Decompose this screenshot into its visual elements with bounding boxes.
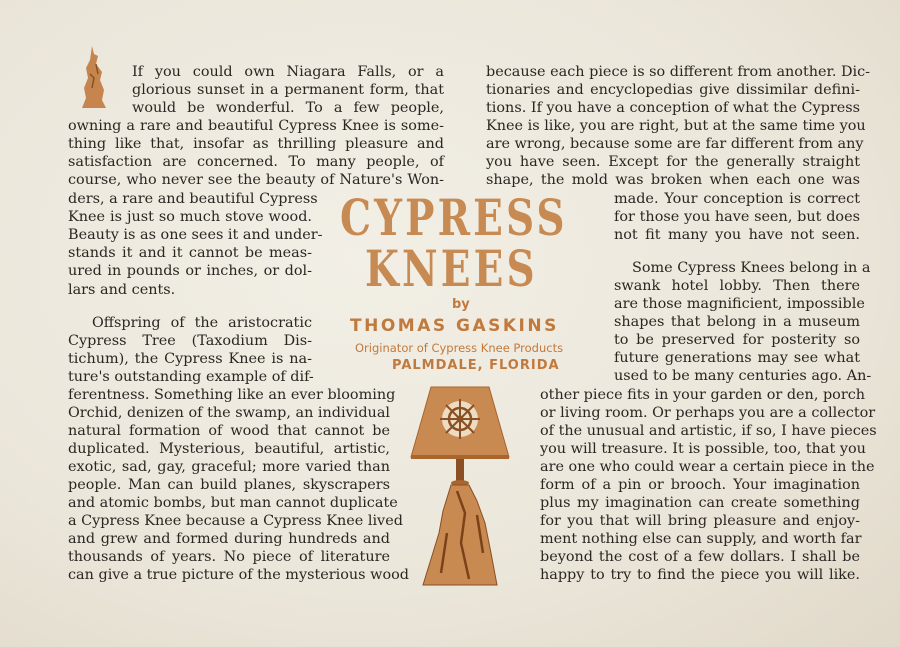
text-line: ment nothing else can supply, and worth far	[540, 531, 862, 547]
text-line: other piece fits in your garden or den, porch	[540, 387, 866, 403]
text-line: for those you have seen, but does	[614, 209, 860, 225]
text-line: If you could own Niagara Falls, or a	[132, 64, 444, 80]
text-line: ured in pounds or inches, or dol-	[68, 263, 312, 279]
text-line: not fit many you have not seen.	[614, 227, 860, 243]
text-line: for you that will bring pleasure and enjoy-	[540, 513, 860, 529]
text-line: ferentness. Something like an ever blooming	[68, 387, 396, 403]
text-line: Cypress Tree (Taxodium Dis-	[68, 333, 312, 349]
text-line: and atomic bombs, but man cannot duplicate	[68, 495, 398, 511]
text-line: shape, the mold was broken when each one was	[486, 172, 860, 188]
text-line: plus my imagination can create something	[540, 495, 860, 511]
title-line-2: KNEES	[365, 239, 538, 298]
text-line: tichum), the Cypress Knee is na-	[68, 351, 312, 367]
text-line: ders, a rare and beautiful Cypress	[68, 191, 318, 207]
text-line: Knee is just so much stove wood.	[68, 209, 312, 225]
text-line: used to be many centuries ago. An-	[614, 368, 872, 384]
text-line: happy to try to find the piece you will like.	[540, 567, 860, 583]
text-line: Some Cypress Knees belong in a	[632, 260, 871, 276]
text-line: Beauty is as one sees it and under-	[68, 227, 323, 243]
byline: by	[452, 297, 470, 312]
text-line: are wrong, because some are far different from any	[486, 136, 864, 152]
text-line: Offspring of the aristocratic	[92, 315, 312, 331]
text-line: and grew and formed during hundreds and	[68, 531, 390, 547]
text-line: beyond the cost of a few dollars. I shall be	[540, 549, 860, 565]
text-line: exotic, sad, gay, graceful; more varied than	[68, 459, 390, 475]
text-line: are those magnificient, impossible	[614, 296, 865, 312]
text-line: Orchid, denizen of the swamp, an individual	[68, 405, 391, 421]
text-line: or living room. Or perhaps you are a collector	[540, 405, 876, 421]
author-name: THOMAS GASKINS	[350, 316, 559, 336]
text-line: of the unusual and artistic, if so, I have pieces	[540, 423, 877, 439]
location: PALMDALE, FLORIDA	[392, 358, 560, 373]
text-line: owning a rare and beautiful Cypress Knee is some-	[68, 118, 444, 134]
text-line: can give a true picture of the mysterious wood	[68, 567, 409, 583]
text-line: shapes that belong in a museum	[614, 314, 860, 330]
cypress-knee-lamp-illustration	[405, 383, 515, 593]
text-line: thing like that, insofar as thrilling pleasure and	[68, 136, 444, 152]
text-line: stands it and it cannot be meas-	[68, 245, 312, 261]
text-line: made. Your conception is correct	[614, 191, 860, 207]
text-line: are one who could wear a certain piece in the	[540, 459, 875, 475]
text-line: swank hotel lobby. Then there	[614, 278, 860, 294]
cypress-knee-initial-icon	[78, 44, 110, 110]
text-line: a Cypress Knee because a Cypress Knee lived	[68, 513, 403, 529]
text-line: natural formation of wood that cannot be	[68, 423, 390, 439]
text-line: you will treasure. It is possible, too, that you	[540, 441, 866, 457]
text-line: because each piece is so different from another. Dic-	[486, 64, 871, 80]
tagline: Originator of Cypress Knee Products	[355, 341, 564, 355]
text-line: duplicated. Mysterious, beautiful, artistic,	[68, 441, 390, 457]
text-line: satisfaction are concerned. To many people, of	[68, 154, 444, 170]
title-line-1: CYPRESS	[340, 188, 568, 247]
text-line: future generations may see what	[614, 350, 860, 366]
text-line: would be wonderful. To a few people,	[132, 100, 444, 116]
text-line: Knee is like, you are right, but at the same time you	[486, 118, 866, 134]
text-line: glorious sunset in a permanent form, that	[132, 82, 444, 98]
text-line: people. Man can build planes, skyscrapers	[68, 477, 390, 493]
text-line: you have seen. Except for the generally straight	[486, 154, 860, 170]
text-line: thousands of years. No piece of literature	[68, 549, 390, 565]
text-line: tions. If you have a conception of what the Cypress	[486, 100, 860, 116]
text-line: to be preserved for posterity so	[614, 332, 860, 348]
text-line: ture's outstanding example of dif-	[68, 369, 314, 385]
text-line: tionaries and encyclopedias give dissimilar defini-	[486, 82, 860, 98]
text-line: form of a pin or brooch. Your imagination	[540, 477, 860, 493]
text-line: course, who never see the beauty of Nature's Won-	[68, 172, 444, 188]
text-line: lars and cents.	[68, 282, 176, 298]
